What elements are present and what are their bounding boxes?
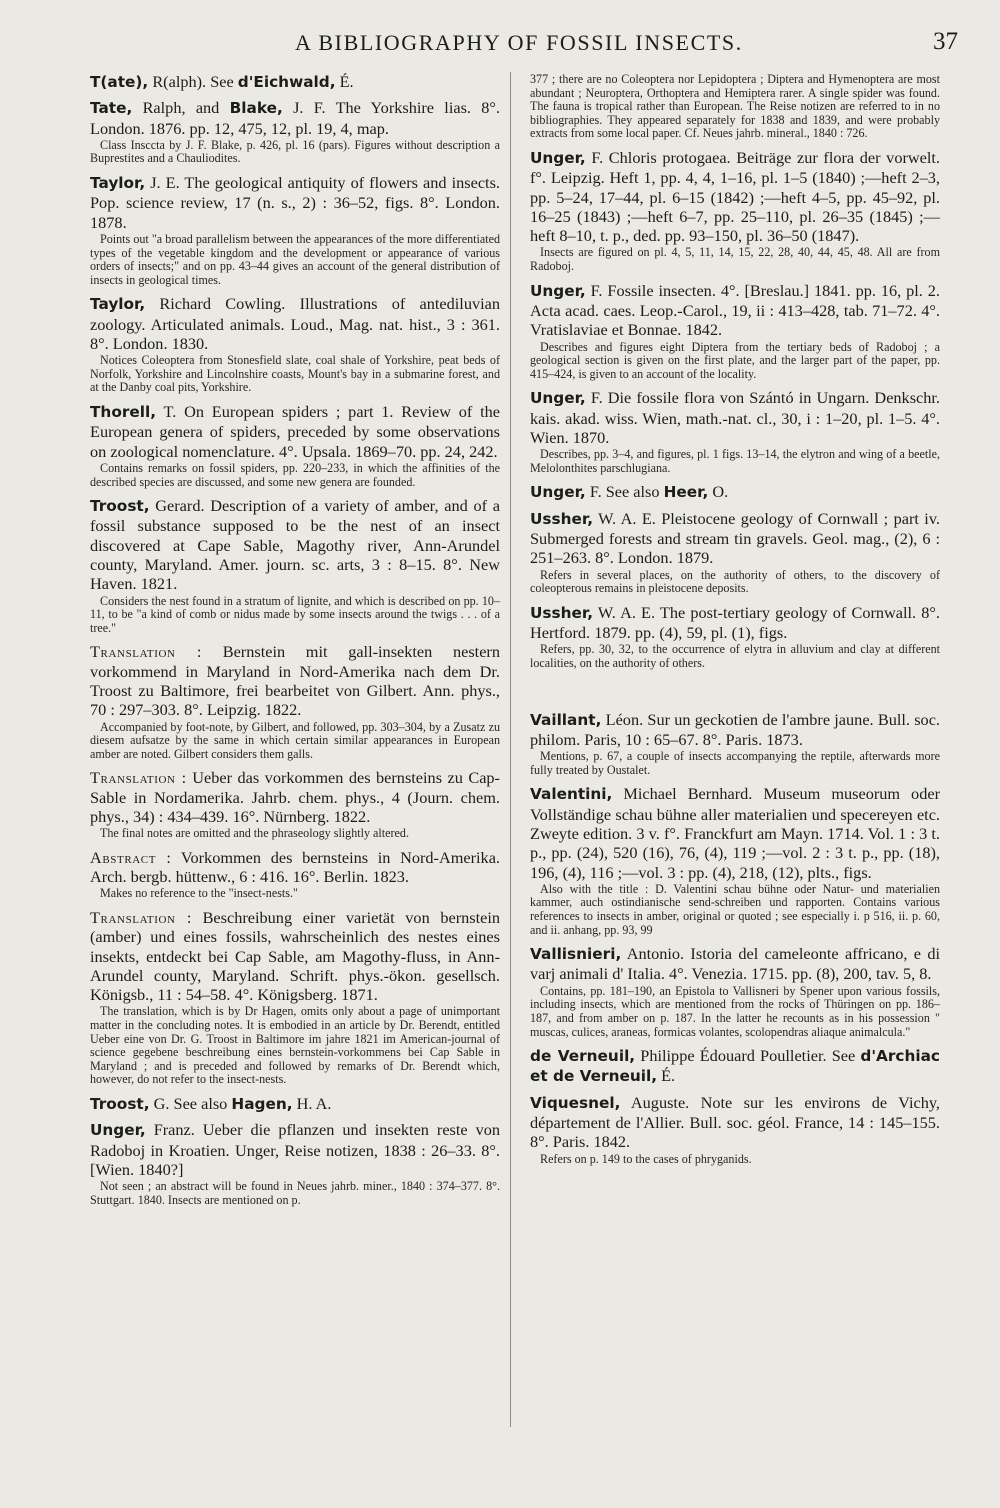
entry-text: Ueber das vorkommen des bernsteins zu Cap-Sable in Nordamerika. Jahrb. chem. phys., 4 (Journ. chem. phys., 34) : 434–439. 16°. Nürnberg. 1822. xyxy=(90,768,500,826)
entry-text: Vorkommen des bernsteins in Nord-Amerika. Arch. bergb. hüttenw., 6 : 416. 16°. Berlin. 1823. xyxy=(90,847,500,887)
bibliography-entry xyxy=(530,944,940,1039)
cross-reference-author: d'Archiac et de Verneuil, xyxy=(530,1047,940,1086)
entry-text: G. See also xyxy=(149,1094,232,1114)
bibliography-entry xyxy=(530,281,940,382)
cross-reference-author: Heer, xyxy=(663,483,709,502)
entry-text: Richard Cowling. Illustrations of antediluvian zoology. Articulated animals. Loud., Mag. nat. hist., 3 : 361. 8°. London. 1830. xyxy=(90,294,500,353)
bibliography-entry xyxy=(90,173,500,287)
entry-author: Taylor, xyxy=(90,295,146,314)
entry-citation xyxy=(90,98,500,138)
entry-citation xyxy=(530,1093,940,1152)
entry-citation xyxy=(90,908,500,1004)
entry-citation xyxy=(90,1094,500,1114)
bibliography-entry xyxy=(530,388,940,475)
entry-author: Ussher, xyxy=(530,603,594,622)
entry-author: Vaillant, xyxy=(530,710,602,729)
entry-note: Makes no reference to the "insect-nests." xyxy=(100,886,298,901)
entry-author: Tate, xyxy=(90,99,133,118)
entry-note: The translation, which is by Dr Hagen, omits only about a page of unimportant matter in the concluding notes. It is embodied in an article by Dr. Berendt, entitled Ueber eine von Dr. G. Troost in Baltimore im jahre 1821 im American-journal of science gegebene beschreibung eines bernstein-vorkommens bei Cap Sable in Maryland ; and is preceded and followed by remarks of Dr. Berendt which, however, do not refer to the insect-nests. xyxy=(90,1004,500,1087)
bibliography-entry xyxy=(530,482,940,502)
entry-author: Viquesnel, xyxy=(530,1093,621,1112)
bibliography-entry xyxy=(530,73,940,141)
entry-label: Translation : xyxy=(90,768,187,788)
entry-citation xyxy=(530,784,940,881)
entry-citation xyxy=(530,482,940,502)
entry-author: de Verneuil, xyxy=(530,1047,636,1066)
entry-author: Unger, xyxy=(530,281,586,300)
entry-note: Not seen ; an abstract will be found in Neues jahrb. miner., 1840 : 374–377. 8°. Stuttgart. 1840. Insects are mentioned on p. xyxy=(90,1179,500,1207)
bibliography-entry xyxy=(90,768,500,840)
entry-label: Translation : xyxy=(90,908,192,927)
bibliography-entry xyxy=(90,294,500,395)
running-head: A BIBLIOGRAPHY OF FOSSIL INSECTS. xyxy=(295,30,743,55)
right-column xyxy=(530,72,940,1173)
bibliography-entry xyxy=(530,710,940,778)
entry-citation xyxy=(90,72,500,92)
page-header xyxy=(0,30,1000,64)
entry-note: Describes, pp. 3–4, and figures, pl. 1 figs. 13–14, the elytron and wing of a beetle, Melolonthites parschlugiana. xyxy=(530,447,940,475)
entry-label: Translation : xyxy=(90,642,203,662)
bibliography-entry xyxy=(90,1094,500,1114)
cross-reference-rest: H. A. xyxy=(292,1094,332,1114)
entry-note: Accompanied by foot-note, by Gilbert, and followed, pp. 303–304, by a Zusatz zu diesem aufsatze by the same in which certain similar appearances in European amber are noted. Gilbert considers them galls. xyxy=(90,719,500,761)
bibliography-entry xyxy=(530,509,940,596)
entry-note: Class Inscсta by J. F. Blake, p. 426, pl. 16 (pars). Figures without description a Buprestites and a Chauliodites. xyxy=(90,137,500,166)
entry-text: W. A. E. Pleistocene geology of Cornwall ; part iv. Submerged forests and stream tin gravels. Geol. mag., (2), 6 : 251–263. 8°. London. 1879. xyxy=(530,508,940,568)
entry-text: Auguste. Note sur les environs de Vichy, département de l'Allier. Bull. soc. géol. France, 14 : 145–155. 8°. Paris. 1842. xyxy=(530,1092,940,1152)
cross-reference-rest: J. F. The Yorkshire lias. 8°. London. 1876. pp. 12, 475, 12, pl. 19, 4, map. xyxy=(90,98,500,138)
entry-text: F. Fossile insecten. 4°. [Breslau.] 1841. pp. 16, pl. 2. Acta acad. caes. Leop.-Carol., 19, ii : 413–428, tab. 71–72. 4°. Vratislaviae et Bonnae. 1842. xyxy=(530,280,940,340)
cross-reference-author: Hagen, xyxy=(231,1095,293,1114)
entry-author: T(ate), xyxy=(90,73,149,91)
cross-reference-rest: É. xyxy=(335,72,354,91)
entry-author: Thorell, xyxy=(90,403,157,422)
entry-citation xyxy=(530,944,940,984)
entry-author: Unger, xyxy=(530,148,586,167)
bibliography-entry xyxy=(530,148,940,274)
entry-citation xyxy=(90,1120,500,1179)
entry-author: Unger, xyxy=(530,483,586,502)
entry-citation xyxy=(90,402,500,461)
entry-text: Bernstein mit gall-insekten nestern vorkommend in Maryland in Nord-Amerika nach dem Dr. Troost zu Baltimore, frei bearbeitet von Gilbert. Ann. phys., 70 : 297–303. 8°. Leipzig. 1822. xyxy=(90,642,500,720)
entry-author: Valentini, xyxy=(530,785,613,804)
entry-text: Michael Bernhard. Museum museorum oder Vollständige schau bühne aller materialien und specereyen etc. Zweyte edition. 3 v. f°. Franckfurt am Mayn. 1714. Vol. 1 : 3 t. p., pp. (24), 520 (16), 76, (4), 119 ;—vol. 2 : 3 t. p., pp. (18), 196, (4), 116 ;—vol. 3 : pp. (4), 218, (12), plts., figs. xyxy=(530,784,940,882)
entry-author: Taylor, xyxy=(90,174,146,193)
entry-text: Ralph, and xyxy=(132,98,230,118)
bibliography-entry xyxy=(90,72,500,92)
entry-label: Abstract : xyxy=(90,847,172,867)
entry-citation xyxy=(530,281,940,340)
entry-note: Contains, pp. 181–190, an Epistola to Vallisneri by Spener upon various fossils, including insects, which are mentioned from the rocks of Thüringen on pp. 186–187, and from amber on p. 187. In the latter he recounts as in his possession " muscas, culices, araneas, formicas volantes, scolopendras aliaque animalcula." xyxy=(530,983,940,1039)
entry-citation xyxy=(90,642,500,719)
entry-text: T. On European spiders ; part 1. Review of the European genera of spiders, preceded by some observations on zoological nomenclature. 4°. Upsala. 1869–70. pp. 24, 242. xyxy=(90,402,500,461)
bibliography-entry xyxy=(90,642,500,761)
entry-note: The final notes are omitted and the phraseology slightly altered. xyxy=(100,826,409,841)
entry-text: F. Chloris protogaea. Beiträge zur flora der vorwelt. f°. Leipzig. Heft 1, pp. 4, 4, 1–16, pl. 1–5 (1840) ;—heft 2–3, pp. 5–24, 17–44, pl. 6–15 (1842) ;—heft 4–5, pp. 45–92, pl. 16–25 (1843) ;—heft 6–7, pp. 25–110, pl. 26–35 (1845) ;—heft 8–10, t. p., ded. pp. 93–150, pl. 36–50 (1847). xyxy=(530,147,940,246)
entry-author: Vallisnieri, xyxy=(530,945,622,964)
entry-text: Léon. Sur un geckotien de l'ambre jaune. Bull. soc. philom. Paris, 10 : 65–67. 8°. Paris. 1873. xyxy=(530,709,940,749)
entry-citation xyxy=(530,603,940,643)
entry-citation xyxy=(530,1046,940,1087)
entry-author: Unger, xyxy=(530,389,586,408)
entry-note: Notices Coleoptera from Stonesfield slate, coal shale of Yorkshire, peat beds of Norfolk, Yorkshire and Lincolnshire coasts, Mount's bay in a submarine forest, and at the Danby coal pits, Yorkshire. xyxy=(90,353,500,395)
entry-note: Also with the title : D. Valentini schau bühne oder Natur- und materialien kammer, auch ostindianische send-schreiben und rapporten. Contains various references to insects in amber, original or quoted ; see especially i. p 516, ii. p. 60, and ii. anhang, pp. 93, 99 xyxy=(530,881,940,937)
entry-citation xyxy=(90,768,500,826)
entry-text: F. See also xyxy=(585,482,664,502)
bibliography-entry xyxy=(90,402,500,489)
entry-citation xyxy=(530,388,940,447)
entry-citation xyxy=(530,509,940,568)
entry-note: Contains remarks on fossil spiders, pp. 220–233, in which the affinities of the described species are discussed, and some new genera are founded. xyxy=(90,460,500,489)
entry-text: Beschreibung einer varietät von bernstein (amber) und eines fossils, wahrscheinlich des nestes eines insekts, entdeckt bei Cap Sable, am Magothy-fluss, in Ann-Arundel county, Maryland. Schrift. phys.-ökon. gesellsch. Königsb., 11 : 54–58. 4°. Königsberg. 1871. xyxy=(90,908,501,1005)
entry-text: W. A. E. The post-tertiary geology of Cornwall. 8°. Hertford. 1879. pp. (4), 59, pl. (1), figs. xyxy=(530,602,940,643)
entry-text: F. Die fossile flora von Szántó in Ungarn. Denkschr. kais. akad. wiss. Wien, math.-nat. cl., 30, i : 1–20, pl. 1–5. 4°. Wien. 1870. xyxy=(530,388,940,447)
page-number: 37 xyxy=(933,28,958,55)
cross-reference-rest: O. xyxy=(708,482,729,502)
entry-note: Considers the nest found in a stratum of lignite, and which is described on pp. 10–11, to be "a kind of comb or nidus made by some insects around the twigs . . . of a tree." xyxy=(90,593,500,635)
entry-text: J. E. The geological antiquity of flowers and insects. Pop. science review, 17 (n. s., 2) : 36–52, figs. 8°. London. 1878. xyxy=(90,173,500,232)
entry-citation xyxy=(90,173,500,232)
bibliography-entry xyxy=(530,1046,940,1087)
entry-citation xyxy=(530,710,940,750)
entry-text: Philippe Édouard Poulletier. See xyxy=(635,1046,861,1066)
column-divider xyxy=(510,72,511,1427)
entry-note: Refers on p. 149 to the cases of phryganids. xyxy=(540,1151,752,1166)
entry-text: Franz. Ueber die pflanzen und insekten reste von Radoboj in Kroatien. Unger, Reise notizen, 1838 : 26–33. 8°. [Wien. 1840?] xyxy=(90,1120,500,1179)
bibliography-entry xyxy=(90,98,500,166)
entry-citation xyxy=(90,848,500,887)
bibliography-entry xyxy=(530,784,940,937)
entry-citation xyxy=(530,148,940,245)
entry-note: Refers, pp. 30, 32, to the occurrence of elytra in alluvium and clay at different localities, on the authority of others. xyxy=(530,642,940,670)
entry-citation xyxy=(90,496,500,593)
bibliography-entry xyxy=(90,848,500,901)
entry-text: R(alph). See xyxy=(148,72,238,91)
entry-note: Refers in several places, on the authority of others, to the discovery of coleopterous remains in pleistocene deposits. xyxy=(530,567,940,596)
entry-note: Insects are figured on pl. 4, 5, 11, 14, 15, 22, 28, 40, 44, 45, 48. All are from Radoboj. xyxy=(530,245,940,274)
entry-author: Troost, xyxy=(90,497,150,516)
entry-citation xyxy=(90,294,500,353)
bibliography-entry xyxy=(90,908,500,1087)
cross-reference-author: d'Eichwald, xyxy=(237,73,336,91)
bibliography-entry xyxy=(90,1120,500,1207)
entry-author: Troost, xyxy=(90,1095,150,1114)
bibliography-entry xyxy=(90,496,500,635)
entry-text: Antonio. Istoria del cameleonte affricano, e di varj animali d' Italia. 4°. Venezia. 1715. pp. (8), 200, tav. 5, 8. xyxy=(530,944,940,984)
entry-note: Describes and figures eight Diptera from the tertiary beds of Radoboj ; a geological section is given on the first plate, and the larger part of the paper, pp. 415–424, is given to an account of the locality. xyxy=(530,339,940,381)
bibliography-entry xyxy=(530,603,940,671)
cross-reference-author: Blake, xyxy=(229,99,283,118)
entry-author: Unger, xyxy=(90,1121,146,1140)
bibliography-entry xyxy=(530,1093,940,1166)
entry-continuation: 377 ; there are no Coleoptera nor Lepidoptera ; Diptera and Hymenoptera are most abundant ; Neuroptera, Orthoptera and Hemiptera rarer. A single spider was found. The fauna is tropical rather than European. The Reise notizen are referred to in no bibliographies. They appeared separately for 1838 and 1839, and were probably extracts from some local paper. Cf. Neues jahrb. mineral., 1840 : 726. xyxy=(530,72,940,141)
entry-note: Mentions, p. 67, a couple of insects accompanying the reptile, afterwards more fully treated by Oustalet. xyxy=(530,749,940,777)
left-column xyxy=(90,72,500,1214)
cross-reference-rest: É. xyxy=(657,1066,676,1086)
entry-text: Gerard. Description of a variety of amber, and of a fossil substance supposed to be the nest of an insect discovered at Cape Sable, Magothy river, Ann-Arundel county, Maryland. Amer. journ. sc. arts, 3 : 8–15. 8°. New Haven. 1821. xyxy=(90,496,500,594)
entry-note: Points out "a broad parallelism between the appearances of the more differentiated types of the vegetable kingdom and the development or appearance of various orders of insects;" and on pp. 43–44 gives an account of the general distribution of insects in geological times. xyxy=(90,231,500,287)
entry-author: Ussher, xyxy=(530,509,594,528)
